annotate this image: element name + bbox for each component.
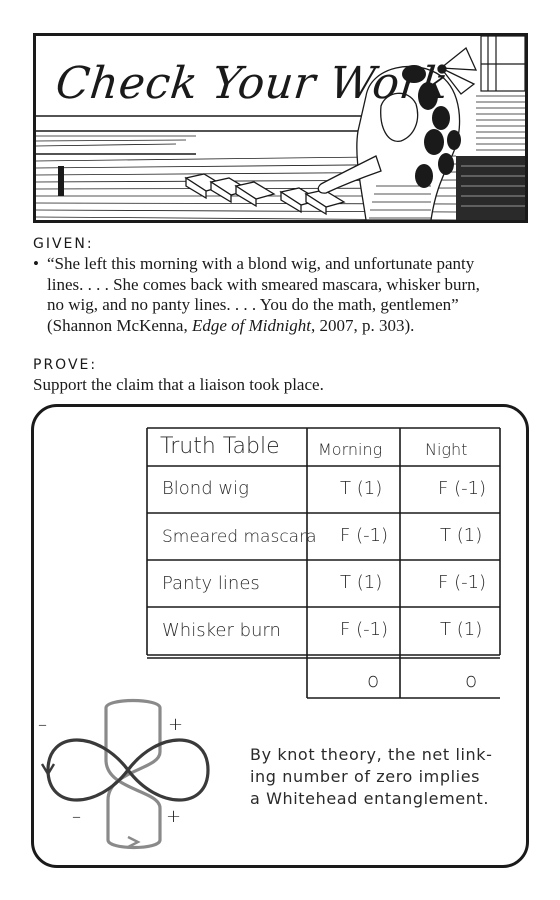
column-header-morning: Morning <box>318 440 383 459</box>
bullet-marker: • <box>33 254 39 273</box>
cell-smeared-mascara-night: T (1) <box>440 525 483 546</box>
cell-whisker-burn-morning: F (-1) <box>340 619 389 640</box>
truth-table-title: Truth Table <box>160 434 280 459</box>
sum-morning: o <box>367 668 380 692</box>
prove-statement: Support the claim that a liaison took place. <box>33 375 324 394</box>
sign-top-right: + <box>168 714 184 735</box>
caption-line-3: a Whitehead entanglement. <box>250 789 490 808</box>
sign-bottom-right: + <box>166 806 182 827</box>
quote-line-2: lines. . . . She comes back with smeared mascara, whisker burn, <box>47 274 480 294</box>
column-header-night: Night <box>425 440 468 459</box>
row-label-panty-lines: Panty lines <box>162 573 260 594</box>
citation-prefix: (Shannon McKenna, <box>47 315 192 335</box>
cell-panty-lines-night: F (-1) <box>438 572 487 593</box>
quote-line-1: “She left this morning with a blond wig, and unfortunate panty <box>47 254 475 273</box>
row-label-smeared-mascara: Smeared mascara <box>162 527 317 547</box>
cell-blond-wig-morning: T (1) <box>340 478 383 499</box>
cell-smeared-mascara-morning: F (-1) <box>340 525 389 546</box>
caption-line-2: ing number of zero implies <box>250 767 481 786</box>
cell-panty-lines-morning: T (1) <box>340 572 383 593</box>
cell-blond-wig-night: F (-1) <box>438 478 487 499</box>
citation-suffix: , 2007, p. 303). <box>310 315 415 335</box>
quote-line-3: no wig, and no panty lines. . . . You do the math, gentlemen” <box>47 295 459 314</box>
sign-bottom-left: – <box>72 806 81 827</box>
caption-line-1: By knot theory, the net link- <box>250 745 493 764</box>
sign-top-left: – <box>38 714 47 735</box>
row-label-blond-wig: Blond wig <box>162 478 249 499</box>
banner-title: Check Your Work <box>53 58 452 109</box>
cell-whisker-burn-night: T (1) <box>440 619 483 640</box>
sum-night: o <box>465 668 478 692</box>
knot-caption <box>250 744 520 810</box>
row-label-whisker-burn: Whisker burn <box>162 620 281 641</box>
whitehead-link-diagram <box>38 690 218 860</box>
citation-title: Edge of Midnight <box>191 315 311 335</box>
prove-label: PROVE: <box>33 357 98 373</box>
given-label: GIVEN: <box>33 236 94 252</box>
